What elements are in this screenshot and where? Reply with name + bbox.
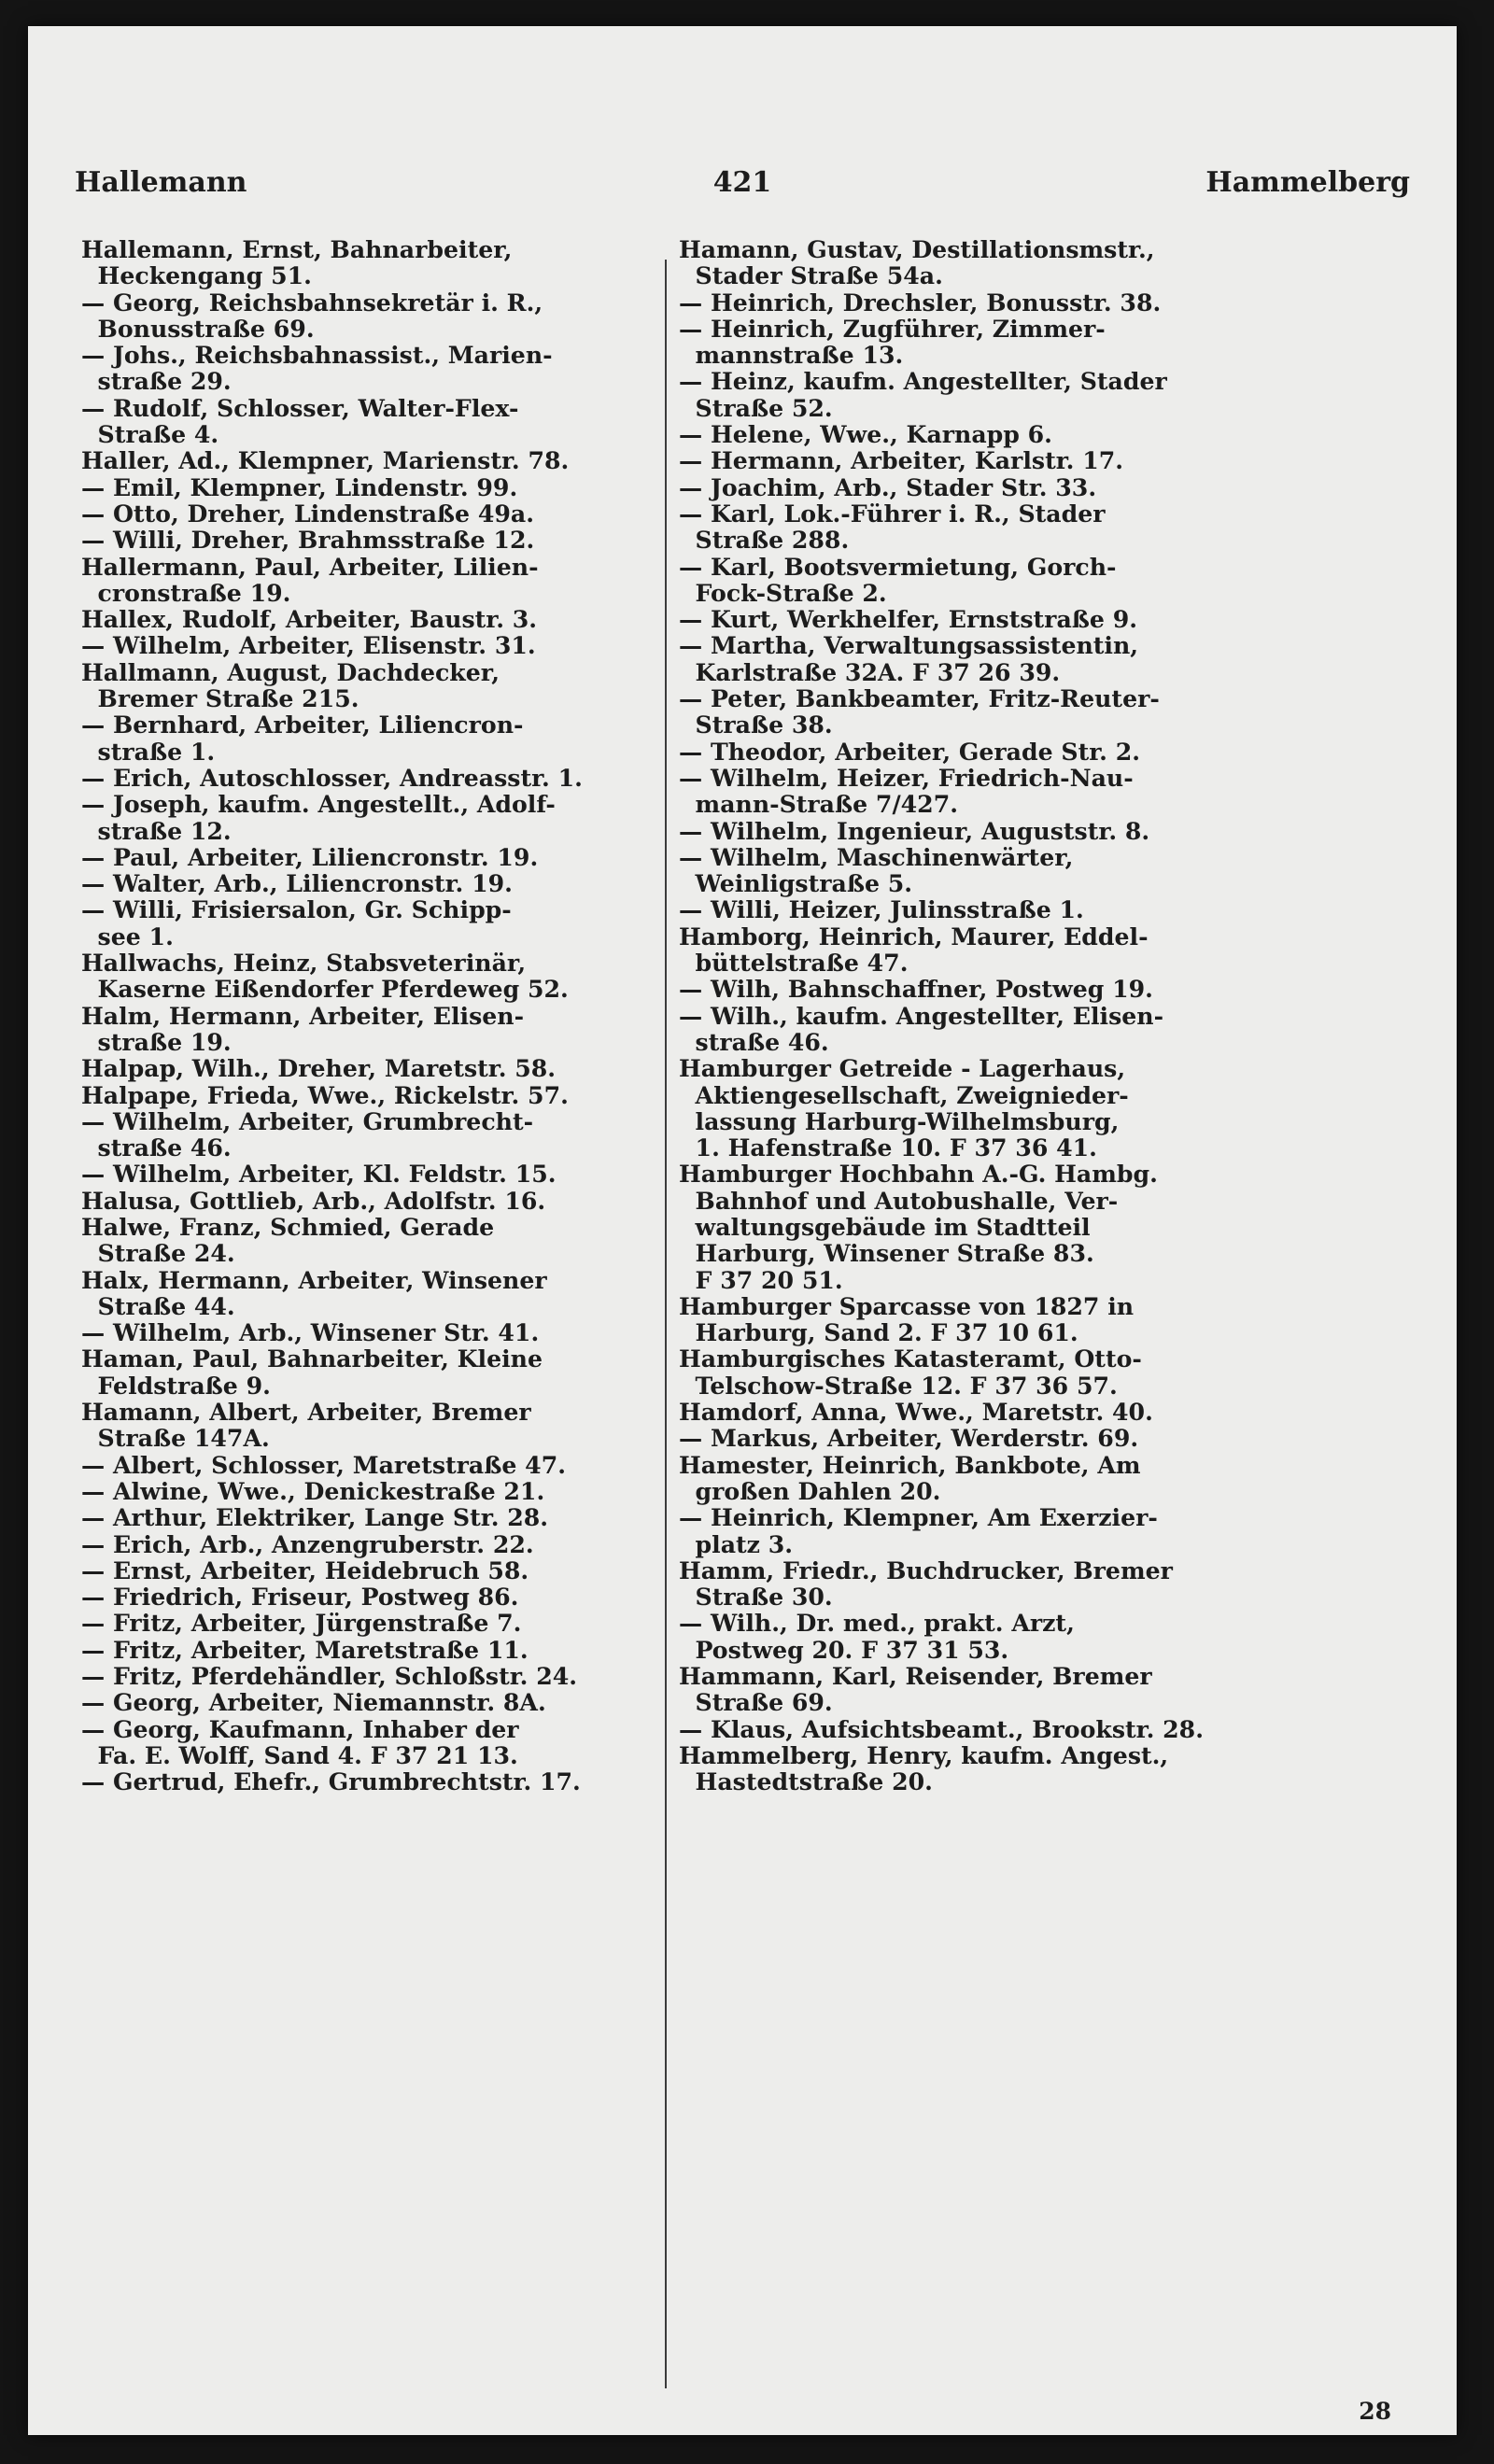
entry-line: — Georg, Reichsbahnsekretär i. R.,: [81, 288, 543, 317]
entry-line: see 1.: [81, 922, 174, 950]
page-number: 421: [712, 166, 772, 199]
entry-line: Halpap, Wilh., Dreher, Maretstr. 58.: [81, 1054, 557, 1083]
entry-line: — Otto, Dreher, Lindenstraße 49a.: [81, 499, 534, 528]
entry-line: F 37 20 51.: [679, 1265, 843, 1294]
entry-line: Hamdorf, Anna, Wwe., Maretstr. 40.: [679, 1398, 1153, 1427]
entry-line: — Fritz, Arbeiter, Jürgenstraße 7.: [81, 1609, 522, 1638]
entry-line: — Gertrud, Ehefr., Grumbrechtstr. 17.: [81, 1767, 581, 1796]
entry-line: Straße 288.: [679, 526, 850, 555]
entry-line: Hammelberg, Henry, kaufm. Angest.,: [679, 1740, 1169, 1769]
entry-line: Fock-Straße 2.: [679, 578, 887, 607]
entry-line: büttelstraße 47.: [679, 949, 909, 978]
directory-page: [28, 26, 1457, 2435]
entry-line: Harburg, Winsener Straße 83.: [679, 1239, 1094, 1268]
entry-line: Straße 44.: [81, 1291, 235, 1320]
entry-line: — Erich, Arb., Anzengruberstr. 22.: [81, 1529, 534, 1558]
entry-line: — Heinrich, Drechsler, Bonusstr. 38.: [679, 288, 1162, 317]
entry-line: — Wilh, Bahnschaffner, Postweg 19.: [679, 975, 1153, 1004]
entry-line: Hallmann, August, Dachdecker,: [81, 657, 500, 686]
entry-line: Haman, Paul, Bahnarbeiter, Kleine: [81, 1345, 543, 1373]
entry-line: Straße 24.: [81, 1239, 235, 1268]
entry-line: Halx, Hermann, Arbeiter, Winsener: [81, 1265, 547, 1294]
entry-line: — Hermann, Arbeiter, Karlstr. 17.: [679, 446, 1124, 475]
entry-line: Halwe, Franz, Schmied, Gerade: [81, 1212, 495, 1241]
entry-line: Hallwachs, Heinz, Stabsveterinär,: [81, 949, 527, 978]
entry-line: — Georg, Kaufmann, Inhaber der: [81, 1714, 519, 1743]
entry-line: Halusa, Gottlieb, Arb., Adolfstr. 16.: [81, 1186, 546, 1215]
entry-line: Hamburgisches Katasteramt, Otto-: [679, 1345, 1142, 1373]
entry-line: Hamester, Heinrich, Bankbote, Am: [679, 1450, 1141, 1479]
entry-line: Telschow-Straße 12. F 37 36 57.: [679, 1371, 1118, 1400]
entry-line: — Wilhelm, Maschinenwärter,: [679, 842, 1074, 871]
entry-line: — Karl, Bootsvermietung, Gorch-: [679, 552, 1117, 581]
entry-line: — Bernhard, Arbeiter, Liliencron-: [81, 711, 524, 739]
header-left-catchword: Hallemann: [75, 166, 247, 199]
entry-line: mannstraße 13.: [679, 341, 904, 370]
entry-line: — Rudolf, Schlosser, Walter-Flex-: [81, 393, 519, 422]
entry-line: Aktiengesellschaft, Zweignieder-: [679, 1080, 1129, 1109]
entry-line: Hamann, Albert, Arbeiter, Bremer: [81, 1398, 531, 1427]
entry-line: — Walter, Arb., Liliencronstr. 19.: [81, 869, 513, 898]
entry-line: — Klaus, Aufsichtsbeamt., Brookstr. 28.: [679, 1714, 1204, 1743]
entry-line: — Arthur, Elektriker, Lange Str. 28.: [81, 1503, 549, 1532]
entry-line: — Friedrich, Friseur, Postweg 86.: [81, 1583, 519, 1612]
entry-line: — Wilhelm, Arbeiter, Elisenstr. 31.: [81, 631, 536, 660]
entry-line: großen Dahlen 20.: [679, 1476, 941, 1505]
entry-line: Fa. E. Wolff, Sand 4. F 37 21 13.: [81, 1740, 518, 1769]
header-right-catchword: Hammelberg: [1205, 166, 1410, 199]
entry-line: Bahnhof und Autobushalle, Ver-: [679, 1186, 1119, 1215]
entry-line: — Alwine, Wwe., Denickestraße 21.: [81, 1476, 545, 1505]
entry-line: — Ernst, Arbeiter, Heidebruch 58.: [81, 1556, 529, 1584]
entry-line: Karlstraße 32A. F 37 26 39.: [679, 657, 1061, 686]
entry-line: 1. Hafenstraße 10. F 37 36 41.: [679, 1133, 1097, 1162]
entry-line: Bonusstraße 69.: [81, 314, 315, 343]
entry-line: — Emil, Klempner, Lindenstr. 99.: [81, 472, 518, 501]
entry-line: — Willi, Dreher, Brahmsstraße 12.: [81, 526, 535, 555]
entry-line: — Joseph, kaufm. Angestellt., Adolf-: [81, 790, 556, 819]
entry-line: — Fritz, Arbeiter, Maretstraße 11.: [81, 1635, 529, 1664]
entry-line: mann-Straße 7/427.: [679, 790, 959, 819]
entry-line: — Wilhelm, Arbeiter, Kl. Feldstr. 15.: [81, 1160, 557, 1189]
entry-line: straße 12.: [81, 816, 232, 845]
entry-line: platz 3.: [679, 1529, 794, 1558]
entry-line: — Karl, Lok.-Führer i. R., Stader: [679, 499, 1106, 528]
entry-line: Hamburger Hochbahn A.-G. Hambg.: [679, 1160, 1158, 1189]
entry-line: — Paul, Arbeiter, Liliencronstr. 19.: [81, 842, 539, 871]
entry-line: Straße 69.: [679, 1688, 833, 1717]
entry-line: straße 1.: [81, 737, 216, 766]
entry-line: Hamborg, Heinrich, Maurer, Eddel-: [679, 922, 1149, 950]
entry-line: — Wilhelm, Arbeiter, Grumbrecht-: [81, 1106, 534, 1135]
entry-line: Stader Straße 54a.: [679, 261, 943, 290]
entry-line: Postweg 20. F 37 31 53.: [679, 1635, 1009, 1664]
entry-line: Straße 4.: [81, 420, 219, 449]
right-column: [679, 236, 1295, 1795]
entry-line: Harburg, Sand 2. F 37 10 61.: [679, 1318, 1078, 1347]
entry-line: — Albert, Schlosser, Maretstraße 47.: [81, 1450, 566, 1479]
entry-line: — Markus, Arbeiter, Werderstr. 69.: [679, 1424, 1139, 1453]
running-head: [75, 166, 1410, 207]
entry-line: Hamm, Friedr., Buchdrucker, Bremer: [679, 1556, 1173, 1584]
entry-line: Hammann, Karl, Reisender, Bremer: [679, 1662, 1152, 1691]
entry-line: — Heinrich, Klempner, Am Exerzier-: [679, 1503, 1158, 1532]
entry-line: lassung Harburg-Wilhelmsburg,: [679, 1106, 1120, 1135]
entry-line: Halm, Hermann, Arbeiter, Elisen-: [81, 1001, 525, 1030]
entry-line: — Theodor, Arbeiter, Gerade Str. 2.: [679, 737, 1141, 766]
entry-line: — Erich, Autoschlosser, Andreasstr. 1.: [81, 763, 583, 792]
entry-line: cronstraße 19.: [81, 578, 291, 607]
entry-line: Straße 38.: [679, 711, 833, 739]
entry-line: Kaserne Eißendorfer Pferdeweg 52.: [81, 975, 569, 1004]
entry-line: Halpape, Frieda, Wwe., Rickelstr. 57.: [81, 1080, 569, 1109]
entry-line: Hastedtstraße 20.: [679, 1767, 933, 1796]
entry-line: Hallex, Rudolf, Arbeiter, Baustr. 3.: [81, 605, 538, 634]
entry-line: — Johs., Reichsbahnassist., Marien-: [81, 341, 553, 370]
entry-line: straße 19.: [81, 1027, 232, 1056]
entry-line: — Georg, Arbeiter, Niemannstr. 8A.: [81, 1688, 546, 1717]
entry-line: Hamann, Gustav, Destillationsmstr.,: [679, 235, 1155, 263]
entry-line: — Wilhelm, Ingenieur, Auguststr. 8.: [679, 816, 1150, 845]
entry-line: — Wilh., kaufm. Angestellter, Elisen-: [679, 1001, 1164, 1030]
entry-line: — Helene, Wwe., Karnapp 6.: [679, 420, 1052, 449]
entry-line: Straße 147A.: [81, 1424, 270, 1453]
entry-line: — Willi, Frisiersalon, Gr. Schipp-: [81, 895, 512, 924]
entry-line: — Peter, Bankbeamter, Fritz-Reuter-: [679, 684, 1160, 713]
entry-line: Haller, Ad., Klempner, Marienstr. 78.: [81, 446, 570, 475]
entry-line: — Fritz, Pferdehändler, Schloßstr. 24.: [81, 1662, 578, 1691]
left-column: [81, 236, 641, 1795]
entry-line: Weinligstraße 5.: [679, 869, 913, 898]
entry-line: Hallermann, Paul, Arbeiter, Lilien-: [81, 552, 539, 581]
entry-line: — Heinz, kaufm. Angestellter, Stader: [679, 367, 1167, 396]
entry-line: straße 46.: [81, 1133, 232, 1162]
entry-line: Feldstraße 9.: [81, 1371, 271, 1400]
entry-line: — Wilh., Dr. med., prakt. Arzt,: [679, 1609, 1075, 1638]
entry-line: Hallemann, Ernst, Bahnarbeiter,: [81, 235, 513, 263]
entry-line: — Joachim, Arb., Stader Str. 33.: [679, 472, 1097, 501]
entry-line: Straße 52.: [679, 393, 833, 422]
entry-line: — Heinrich, Zugführer, Zimmer-: [679, 314, 1106, 343]
printer-signature: 28: [1359, 2398, 1391, 2425]
entry-line: straße 46.: [679, 1027, 829, 1056]
entry-line: Straße 30.: [679, 1583, 833, 1612]
entry-line: — Kurt, Werkhelfer, Ernststraße 9.: [679, 605, 1137, 634]
column-divider: [665, 260, 667, 2388]
entry-line: Heckengang 51.: [81, 261, 312, 290]
entry-line: — Willi, Heizer, Julinsstraße 1.: [679, 895, 1084, 924]
entry-line: — Martha, Verwaltungsassistentin,: [679, 631, 1139, 660]
entry-line: straße 29.: [81, 367, 232, 396]
entry-line: Hamburger Getreide - Lagerhaus,: [679, 1054, 1126, 1083]
entry-line: — Wilhelm, Arb., Winsener Str. 41.: [81, 1318, 540, 1347]
entry-line: Hamburger Sparcasse von 1827 in: [679, 1291, 1135, 1320]
entry-line: — Wilhelm, Heizer, Friedrich-Nau-: [679, 763, 1134, 792]
entry-line: waltungsgebäude im Stadtteil: [679, 1212, 1091, 1241]
entry-line: Bremer Straße 215.: [81, 684, 359, 713]
